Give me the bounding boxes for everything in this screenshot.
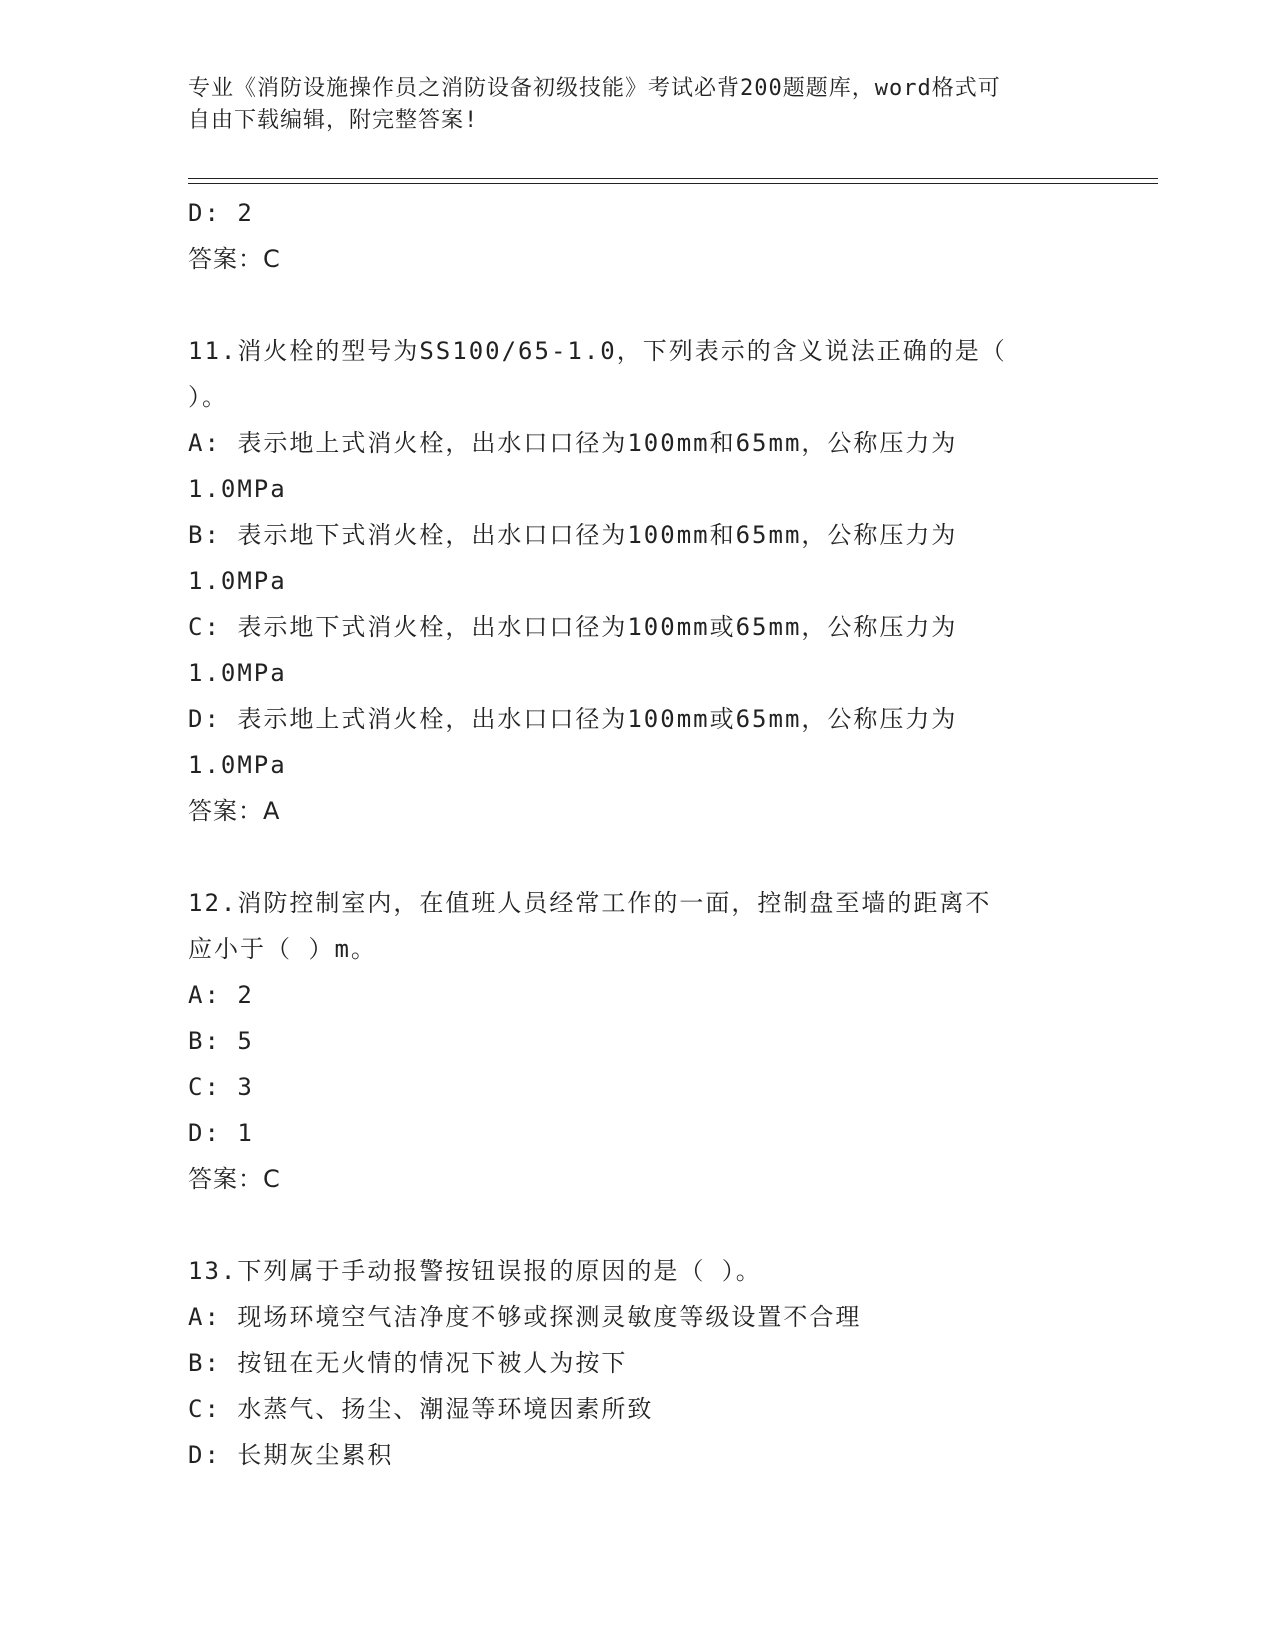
- question-list: [188, 190, 1088, 1478]
- option-d: D: 1: [188, 1119, 254, 1147]
- question-stem: 11.消火栓的型号为SS100/65-1.0，下列表示的含义说法正确的是（: [188, 337, 1007, 365]
- option-d: D: 表示地上式消火栓，出水口口径为100mm或65mm，公称压力为: [188, 705, 958, 733]
- answer-line: 答案：C: [188, 1165, 281, 1193]
- header-title-line-1: 专业《消防设施操作员之消防设备初级技能》考试必背200题题库，word格式可: [188, 76, 1001, 101]
- header-divider-bottom: [188, 183, 1158, 184]
- question-stem: 12.消防控制室内，在值班人员经常工作的一面，控制盘至墙的距离不: [188, 889, 992, 917]
- header-divider-top: [188, 178, 1158, 179]
- option-b: B: 表示地下式消火栓，出水口口径为100mm和65mm，公称压力为: [188, 521, 958, 549]
- option-a: A: 现场环境空气洁净度不够或探测灵敏度等级设置不合理: [188, 1303, 862, 1331]
- question-11: [188, 328, 1088, 834]
- header-title-line-2: 自由下载编辑，附完整答案!: [188, 108, 479, 133]
- question-12: [188, 880, 1088, 1202]
- option-d: D: 2: [188, 199, 254, 227]
- option-c: C: 表示地下式消火栓，出水口口径为100mm或65mm，公称压力为: [188, 613, 958, 641]
- question-13: [188, 1248, 1088, 1478]
- option-a: A: 2: [188, 981, 254, 1009]
- option-c: C: 3: [188, 1073, 254, 1101]
- option-a: A: 表示地上式消火栓，出水口口径为100mm和65mm，公称压力为: [188, 429, 958, 457]
- question-stem-continued: ）。: [188, 383, 228, 411]
- option-d: D: 长期灰尘累积: [188, 1441, 394, 1469]
- question-10-tail: [188, 190, 1088, 282]
- option-b-continued: 1.0MPa: [188, 567, 287, 595]
- document-header: [188, 73, 1068, 137]
- option-c-continued: 1.0MPa: [188, 659, 287, 687]
- option-b: B: 按钮在无火情的情况下被人为按下: [188, 1349, 628, 1377]
- option-b: B: 5: [188, 1027, 254, 1055]
- answer-line: 答案：A: [188, 797, 281, 825]
- question-stem-continued: 应小于（ ）m。: [188, 935, 377, 963]
- question-stem: 13.下列属于手动报警按钮误报的原因的是（ ）。: [188, 1257, 762, 1285]
- answer-line: 答案：C: [188, 245, 281, 273]
- option-a-continued: 1.0MPa: [188, 475, 287, 503]
- option-c: C: 水蒸气、扬尘、潮湿等环境因素所致: [188, 1395, 654, 1423]
- option-d-continued: 1.0MPa: [188, 751, 287, 779]
